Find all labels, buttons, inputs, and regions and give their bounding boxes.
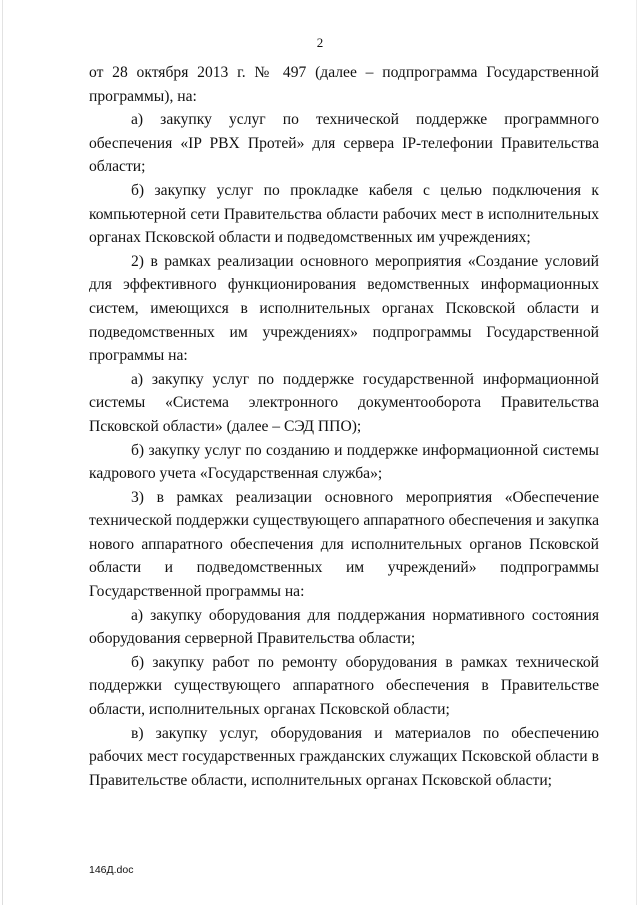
page-number: 2 [316,35,324,50]
scan-edge-right [636,0,637,905]
paragraph: б) закупку услуг по созданию и поддержке информационной системы кадрового учета «Государственная служба»; [89,441,599,483]
paragraph: 2) в рамках реализации основного мероприятия «Создание условий для эффективного функционирования ведомственных информационных систем, имеющихся в исполнительных органах Псковской области и подведомственных им учреждениях» подпрограммы Государственной программы на: [89,252,599,365]
footer-filename: 146Д.doc [89,864,134,876]
paragraph: б) закупку услуг по прокладке кабеля с целью подключения к компьютерной сети Правительства области рабочих мест в исполнительных органах Псковской области и подведомственных им учреждениях; [89,181,599,247]
scan-edge-left [2,0,3,905]
paragraph: от 28 октября 2013 г. № 497 (далее – подпрограмма Государственной программы), на: [89,64,599,105]
paragraph: 3) в рамках реализации основного мероприятия «Обеспечение технической поддержки существующего аппаратного обеспечения и закупка нового аппаратного обеспечения для исполнительных органов Псковской области и подведомственных им учреждений» подпрограммы Государственной программы на: [89,488,599,601]
paragraph: б) закупку работ по ремонту оборудования в рамках технической поддержки существующего аппаратного обеспечения в Правительстве области, исполнительных органах Псковской области; [89,653,599,719]
paragraph: а) закупку услуг по поддержке государственной информационной системы «Система электронного документооборота Правительства Псковской области» (далее – СЭД ППО); [89,370,599,435]
document-body [89,61,599,792]
paragraph: а) закупку оборудования для поддержания нормативного состояния оборудования серверной Правительства области; [89,606,599,648]
paragraph: а) закупку услуг по технической поддержке программного обеспечения «IP PBX Протей» для сервера IP-телефонии Правительства области; [89,111,599,176]
paragraph: в) закупку услуг, оборудования и материалов по обеспечению рабочих мест государственных гражданских служащих Псковской области в Правительстве области, исполнительных органах Псковской области; [89,724,599,789]
